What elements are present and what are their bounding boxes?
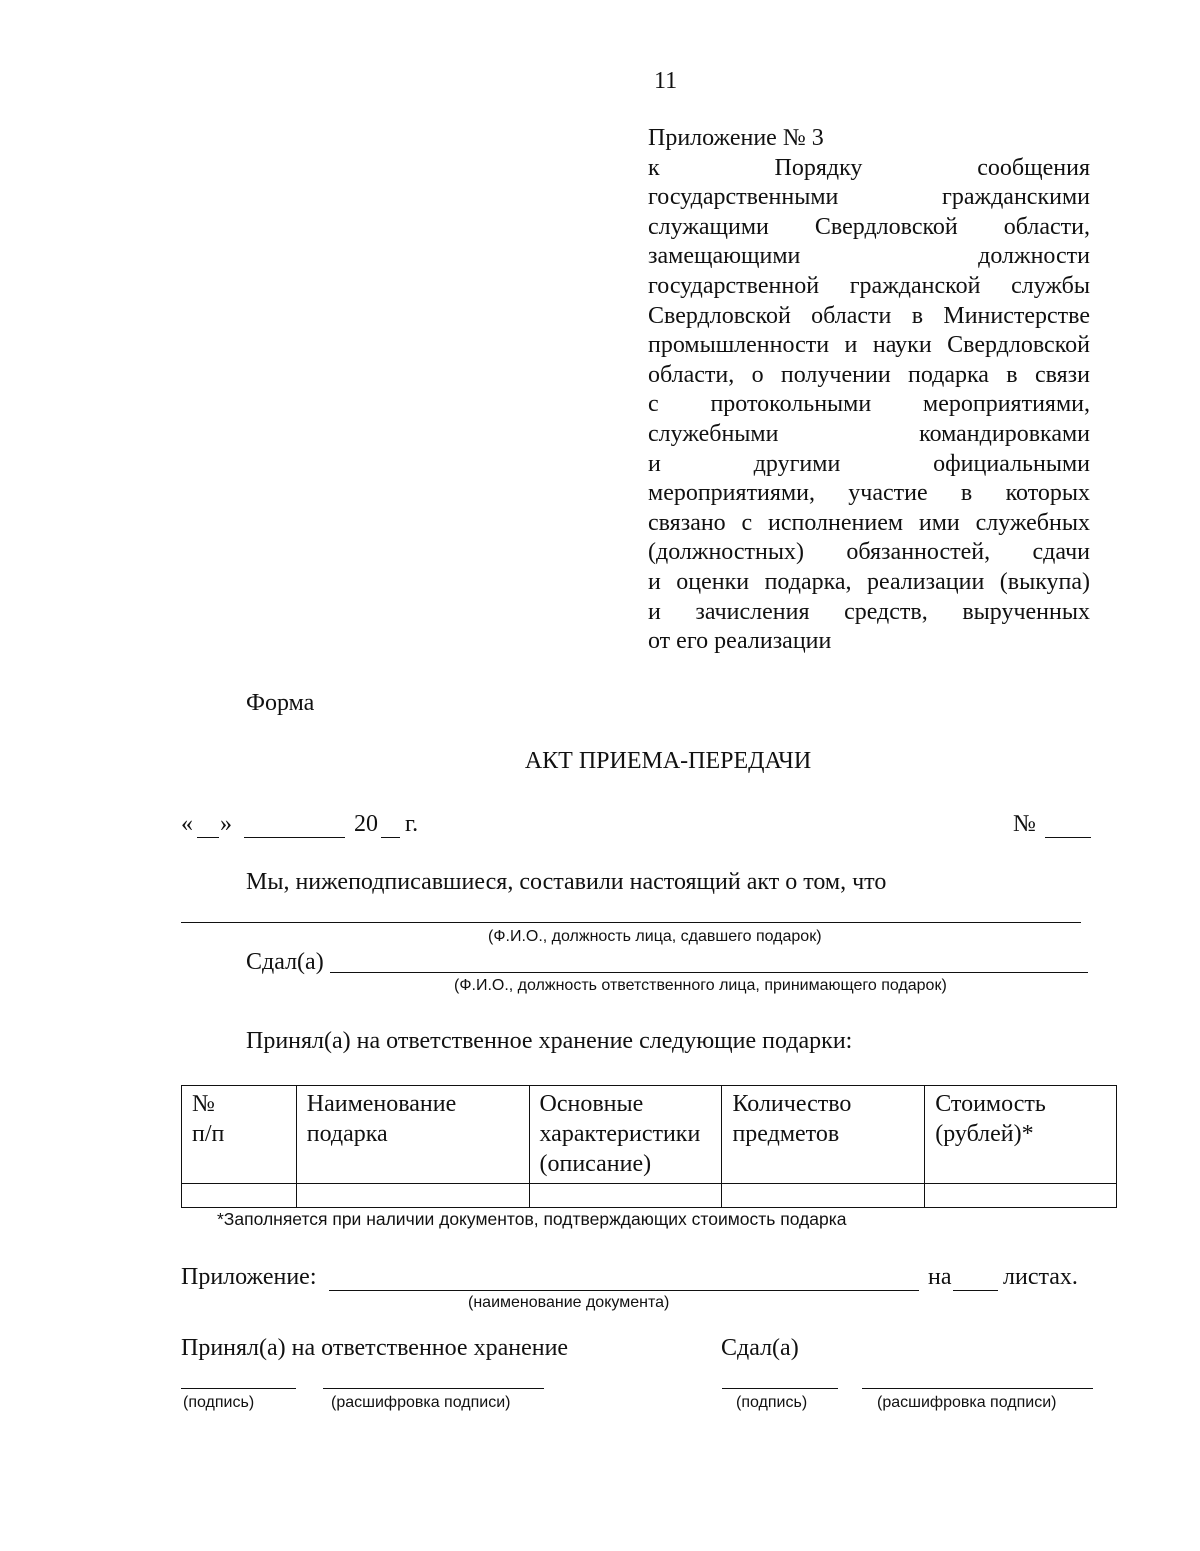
date-close-quote: »	[220, 811, 232, 837]
day-blank[interactable]	[197, 837, 219, 838]
table-cell[interactable]	[182, 1184, 297, 1208]
attachment-sheets-blank[interactable]	[953, 1290, 998, 1291]
header-text: №	[192, 1091, 215, 1117]
appendix-line: к Порядку сообщения	[648, 154, 1090, 181]
handed-label: Сдал(а)	[246, 949, 324, 975]
header-quantity	[722, 1086, 925, 1184]
header-text: (описание)	[539, 1151, 652, 1177]
table-cell[interactable]	[722, 1184, 925, 1208]
attachment-on: на	[928, 1264, 952, 1290]
header-text: предметов	[732, 1121, 840, 1147]
date-open-quote: «	[181, 811, 193, 837]
appendix-line: и зачисления средств, вырученных	[648, 598, 1090, 625]
header-text: подарка	[306, 1121, 388, 1147]
gifts-table	[181, 1085, 1117, 1208]
form-label: Форма	[246, 690, 315, 716]
appendix-line: и другими официальными	[648, 450, 1090, 477]
attachment-sheets: листах.	[1003, 1264, 1078, 1290]
header-gift-name	[296, 1086, 529, 1184]
appendix-line: Приложение № 3	[648, 125, 824, 151]
year-blank[interactable]	[381, 837, 400, 838]
act-number-sign: №	[1013, 811, 1036, 837]
giver-signature-caption: (подпись)	[736, 1394, 808, 1411]
appendix-line: связано с исполнением ими служебных	[648, 509, 1090, 536]
header-text: Количество	[732, 1091, 852, 1117]
header-number	[182, 1086, 297, 1184]
appendix-line: замещающими должности	[648, 243, 1090, 270]
giver-signature-line[interactable]	[722, 1388, 838, 1389]
appendix-line: служащими Свердловской области,	[648, 213, 1090, 240]
receiver-signature-caption: (подпись)	[183, 1394, 255, 1411]
header-cost	[925, 1086, 1117, 1184]
giver-decode-caption: (расшифровка подписи)	[877, 1394, 1057, 1411]
intro-text: Мы, нижеподписавшиеся, составили настоящий акт о том, что	[246, 869, 887, 895]
appendix-line: промышленности и науки Свердловской	[648, 332, 1090, 359]
receiver-signature-title: Принял(а) на ответственное хранение	[181, 1335, 569, 1361]
handed-name-line[interactable]	[330, 972, 1088, 973]
appendix-line: служебными командировками	[648, 420, 1090, 447]
giver-caption: (Ф.И.О., должность лица, сдавшего подарок)	[488, 928, 822, 945]
appendix-line: государственной гражданской службы	[648, 272, 1090, 299]
header-characteristics	[529, 1086, 722, 1184]
receiver-signature-line[interactable]	[181, 1388, 296, 1389]
appendix-line: (должностных) обязанностей, сдачи	[648, 539, 1090, 566]
appendix-line: и оценки подарка, реализации (выкупа)	[648, 568, 1090, 595]
act-number-blank[interactable]	[1045, 837, 1091, 838]
year-suffix: г.	[405, 811, 419, 837]
giver-decode-line[interactable]	[862, 1388, 1093, 1389]
table-row	[182, 1184, 1117, 1208]
appendix-line: от его реализации	[648, 628, 832, 655]
accepted-text: Принял(а) на ответственное хранение следующие подарки:	[246, 1028, 853, 1054]
attachment-document-line[interactable]	[329, 1290, 919, 1291]
header-text: п/п	[192, 1121, 225, 1147]
table-header-row	[182, 1086, 1117, 1184]
month-blank[interactable]	[244, 837, 345, 838]
attachment-caption: (наименование документа)	[468, 1294, 670, 1311]
receiver-decode-line[interactable]	[323, 1388, 544, 1389]
header-text: (рублей)*	[935, 1121, 1034, 1147]
appendix-line: с протокольными мероприятиями,	[648, 391, 1090, 418]
act-title: АКТ ПРИЕМА-ПЕРЕДАЧИ	[524, 748, 812, 774]
appendix-line: Свердловской области в Министерстве	[648, 302, 1090, 329]
attachment-label: Приложение:	[181, 1264, 317, 1290]
appendix-line: области, о получении подарка в связи	[648, 361, 1090, 388]
table-cell[interactable]	[296, 1184, 529, 1208]
appendix-line: мероприятиями, участие в которых	[648, 480, 1090, 507]
header-text: Основные	[539, 1091, 644, 1117]
table-cell[interactable]	[529, 1184, 722, 1208]
appendix-line: государственными гражданскими	[648, 184, 1090, 211]
year-prefix: 20	[354, 811, 378, 837]
page-number: 11	[654, 68, 678, 94]
receiver-decode-caption: (расшифровка подписи)	[331, 1394, 511, 1411]
receiver-caption: (Ф.И.О., должность ответственного лица, принимающего подарок)	[454, 977, 947, 994]
table-footnote: *Заполняется при наличии документов, подтверждающих стоимость подарка	[217, 1209, 847, 1229]
header-text: Стоимость	[935, 1091, 1046, 1117]
appendix-block	[648, 124, 1090, 657]
header-text: характеристики	[539, 1121, 701, 1147]
header-text: Наименование	[306, 1091, 457, 1117]
giver-name-line[interactable]	[181, 922, 1081, 923]
table-cell[interactable]	[925, 1184, 1117, 1208]
giver-signature-title: Сдал(а)	[721, 1335, 799, 1361]
